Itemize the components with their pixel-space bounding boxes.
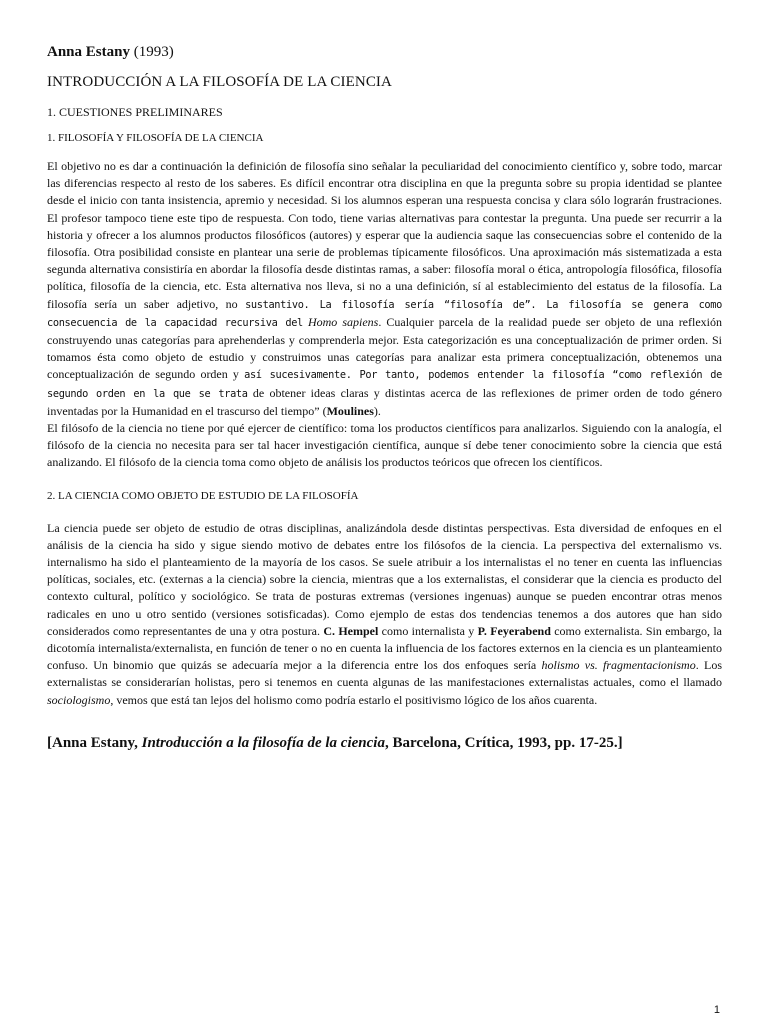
page-number: 1 [713,1004,720,1016]
text-run: de obtener ideas claras y distintas acerca de las reflexiones de primer orden de todo género inventadas por la Humanidad en el trascurso del tiempo” ( [47,385,722,418]
text-run-mono: sustantivo. La filosofía sería “filosofía de”. La filosofía se genera como consecuencia de la capacidad recursiva del [47,298,722,329]
text-run-italic: holismo vs. fragmentacionismo [541,658,696,673]
paragraph-filosofo-ciencia: El filósofo de la ciencia no tiene por qué ejercer de científico: toma los productos científicos para analizarlos. Siguiendo con la analogía, el filósofo de la ciencia no necesita para ser tal hacer investigación científica, aunque sí debe tener conocimiento sobre la ciencia que está analizando. El filósofo de la ciencia toma como objeto de análisis los productos teóricos que ofrecen los científicos. [47,421,722,470]
author-reference: P. Feyerabend [477,623,551,638]
citation-text: , Barcelona, Crítica, 1993, pp. 17-25.] [384,734,623,751]
author-name: Anna Estany [47,44,130,60]
author-reference: Moulines [326,403,374,418]
section-heading-ciencia-objeto: 2. LA CIENCIA COMO OBJETO DE ESTUDIO DE LA FILOSOFÍA [47,489,359,502]
citation-text: [Anna Estany, [47,734,142,751]
paragraph-filosofia [47,158,722,420]
text-run: ). [373,403,381,418]
document-page [47,44,722,752]
text-run: La ciencia puede ser objeto de estudio de otras disciplinas, analizándola desde distintas perspectivas. Esta diversidad de enfoques en el análisis de la ciencia ha sido y sigue siendo motivo de debates entre los filósofos de la ciencia. La perspectiva del externalismo vs. internalismo ha sido el planteamiento de la mayoría de los casos. Se suele atribuir a los internalistas el no tener en cuenta las influencias políticas, sociales, etc. (externas a la ciencia) sobre la ciencia, mientras que a los externalistas, el considerar que la ciencia es producto del contexto cultural, político y sociológico. Se trata de posturas extremas (versiones ingenuas) aunque se pueden encontrar otras menos radicales en uno u otro sentido (versiones sotisficadas). Como ejemplo de estas dos tendencias tenemos a dos autores que han sido considerados como representantes de una y otra postura. [47,520,722,638]
section-heading-preliminares: 1. CUESTIONES PRELIMINARES [47,105,223,119]
citation-book-title: Introducción a la filosofía de la ciencia [141,734,385,751]
subsection-heading-filosofia: 1. FILOSOFÍA Y FILOSOFÍA DE LA CIENCIA [47,132,264,144]
text-run: El objetivo no es dar a continuación la definición de filosofía sino señalar la peculiaridad del conocimiento científico y, sobre todo, marcar las diferencias respecto al resto de los saberes. Es difícil encontrar otra disciplina en que la pregunta sobre su propia identidad se plantee desde el inicio con tanta insistencia, apremio y necesidad. Si los alumnos esperan una respuesta concisa y clara sólo lograrán frustraciones. El profesor tampoco tiene este tipo de respuesta. Con todo, tiene varias alternativas para contestar la pregunta. Una puede ser recurrir a la historia y ofrecer a los alumnos productos filosóficos (autores) y esperar que la audiencia saque las consecuencias sobre el contenido de la filosofía. Otra posibilidad consiste en plantear una serie de problemas típicamente filosóficos. Una aproximación más sistematizada a esta segunda alternativa consistiría en abordar la filosofía desde distintas ramas, a saber: filosofía moral o ética, antropología filosófica, filosofía política, filosofía de la ciencia, etc. Esta alternativa nos lleva, si no a una definición, sí al establecimiento del estatus de la filosofía. La filosofía sería un saber adjetivo, no [47,159,722,311]
bibliographic-citation [47,735,722,752]
paragraph-externalismo [47,520,722,709]
text-run: . Cualquier parcela de la realidad puede ser objeto de una reflexión construyendo unas categorías para aprehenderlas y comprenderla mejor. Esta categorización es una conceptualización de primer orden. Si tomamos ésta como objeto de estudio y construimos unas categorías para analizar esta primera conceptualización, obtenemos una conceptualización de segundo orden y [47,314,723,382]
text-run: como internalista y [378,623,478,638]
text-run: , vemos que está tan lejos del holismo como podría estarlo el positivismo lógico de los años cuarenta. [110,692,598,707]
publication-year: (1993) [133,44,174,60]
text-run-italic: sociologismo [47,692,111,707]
author-reference: C. Hempel [323,623,379,638]
text-run: . Los externalistas se considerarían holistas, pero si tenemos en cuenta algunas de las manifestaciones externalistas actuales, como el llamado [47,658,722,690]
text-run: como externalista. Sin embargo, la dicotomía internalista/externalista, en función de tener o no en cuenta la influencia de los factores externos en la ciencia es un planteamiento confuso. Un binomio que quizás se adecuaría mejor a la diferencia entre los dos enfoques sería [47,623,722,673]
text-run-italic: Homo sapiens [307,314,379,329]
text-run-mono: así sucesivamente. Por tanto, podemos entender la filosofía “como reflexión de segundo orden en la que se trata [47,369,722,400]
document-title: INTRODUCCIÓN A LA FILOSOFÍA DE LA CIENCIA [47,74,392,90]
author-line [47,44,722,61]
